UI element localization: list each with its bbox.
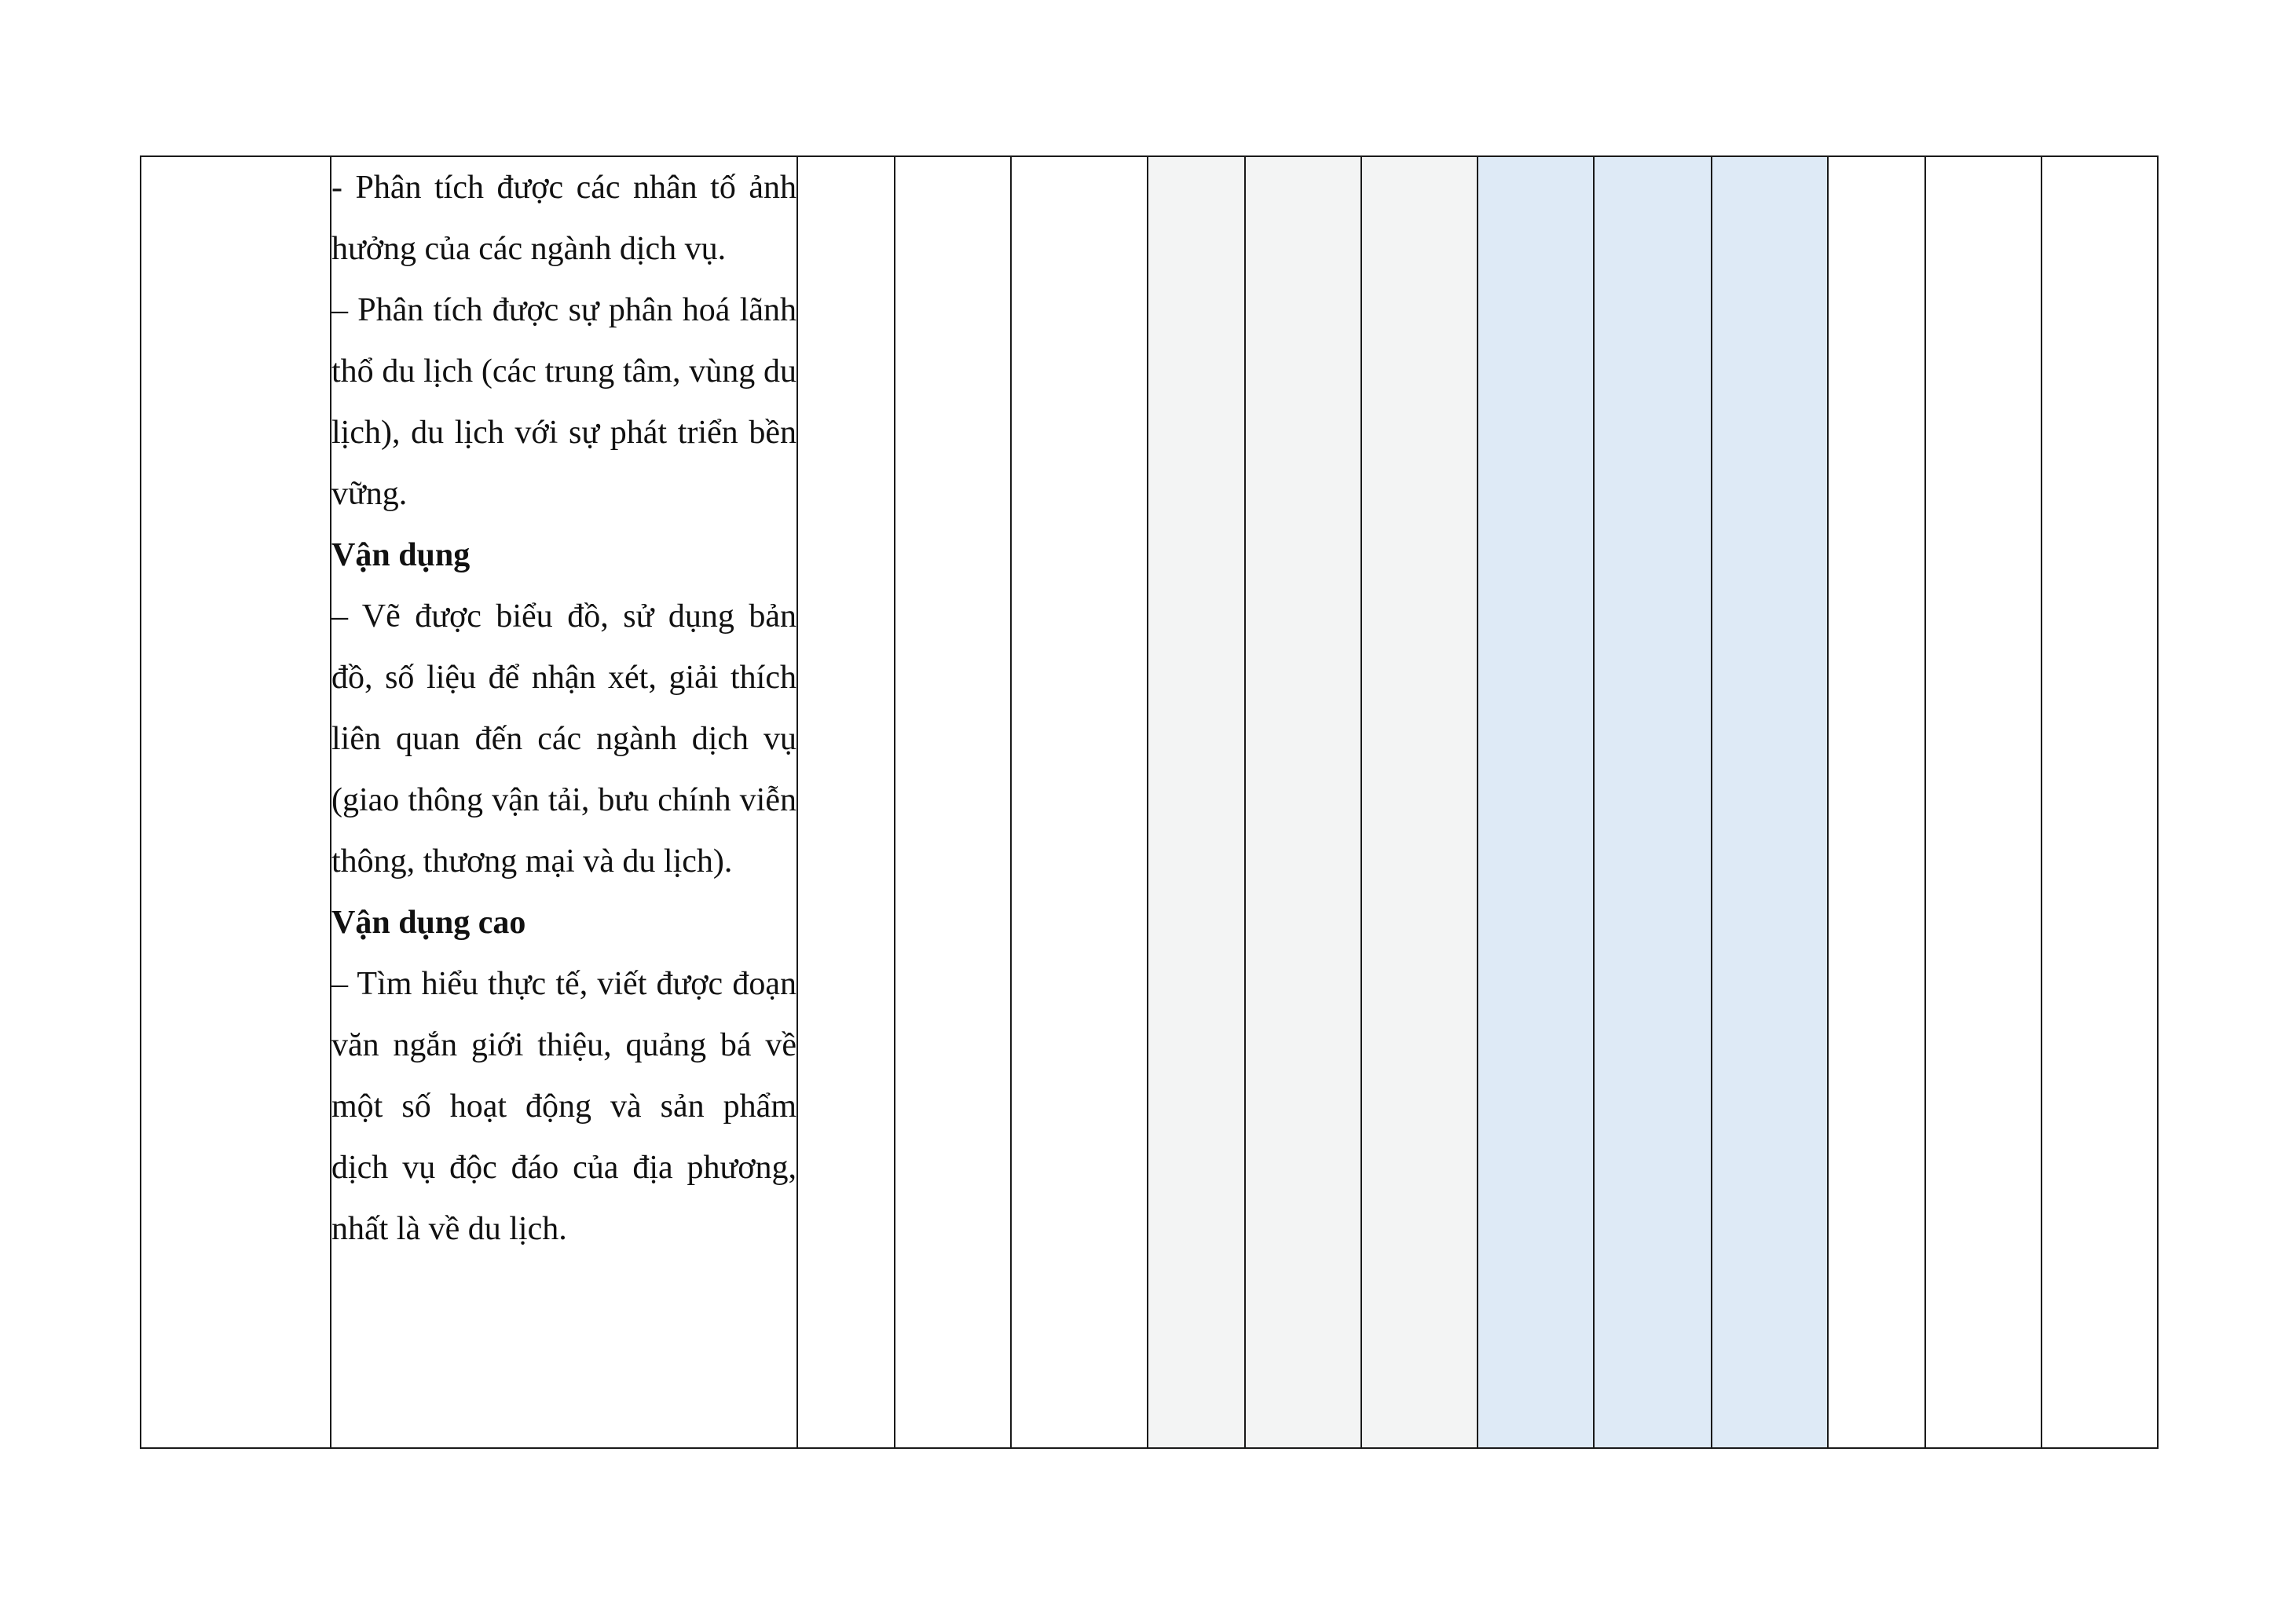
level-heading-van-dung: Vận dụng [331, 537, 471, 573]
topic-cell [141, 156, 331, 1448]
shaded-blue-cell [1478, 156, 1594, 1448]
empty-cell [1011, 156, 1148, 1448]
shaded-gray-cell [1361, 156, 1478, 1448]
empty-cell [1925, 156, 2041, 1448]
requirement-paragraph: - Phân tích được các nhân tố ảnh hưởng của các ngành dịch vụ. [331, 170, 796, 267]
empty-cell [895, 156, 1011, 1448]
requirements-cell [331, 156, 797, 1448]
table-row [141, 156, 2158, 1448]
shaded-gray-cell [1148, 156, 1245, 1448]
empty-cell [797, 156, 895, 1448]
shaded-gray-cell [1245, 156, 1361, 1448]
shaded-blue-cell [1594, 156, 1712, 1448]
requirement-paragraph: – Vẽ được biểu đồ, sử dụng bản đồ, số liệu để nhận xét, giải thích liên quan đến các ngành dịch vụ (giao thông vận tải, bưu chính viễn thông, thương mại và du lịch). [331, 598, 796, 880]
shaded-blue-cell [1712, 156, 1828, 1448]
assessment-matrix-table [140, 155, 2159, 1449]
requirement-paragraph: – Tìm hiểu thực tế, viết được đoạn văn ngắn giới thiệu, quảng bá về một số hoạt động và sản phẩm dịch vụ độc đáo của địa phương, nhất là về du lịch. [331, 966, 796, 1247]
empty-cell [2041, 156, 2158, 1448]
empty-cell [1828, 156, 1925, 1448]
level-heading-van-dung-cao: Vận dụng cao [331, 905, 526, 941]
requirement-paragraph: – Phân tích được sự phân hoá lãnh thổ du lịch (các trung tâm, vùng du lịch), du lịch với sự phát triển bền vững. [331, 292, 796, 512]
